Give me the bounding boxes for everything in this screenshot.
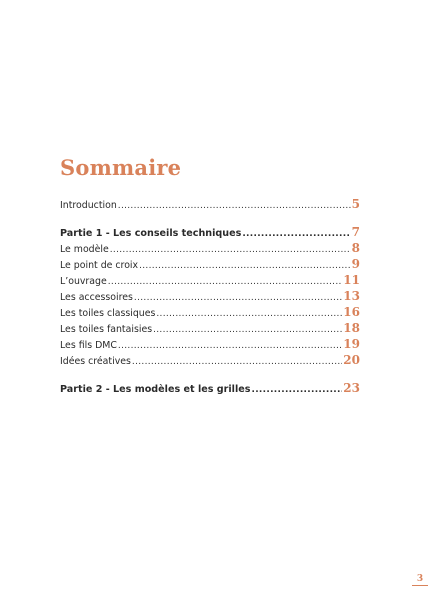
toc-entry-idees-creatives[interactable] bbox=[60, 352, 360, 368]
toc-entry-le-point-de-croix[interactable] bbox=[60, 256, 360, 272]
toc-leader-dots bbox=[132, 354, 342, 370]
page-number bbox=[412, 574, 428, 586]
toc-entry-label: Introduction bbox=[60, 200, 117, 211]
toc-leader-dots bbox=[118, 198, 351, 214]
toc-entry-label: Les fils DMC bbox=[60, 340, 117, 351]
toc-leader-dots bbox=[153, 322, 342, 338]
toc-entry-label: Les toiles fantaisies bbox=[60, 324, 153, 335]
toc-section-partie-2[interactable] bbox=[60, 380, 360, 396]
toc-entry-page: 19 bbox=[343, 337, 360, 351]
toc-section-partie-1[interactable] bbox=[60, 224, 360, 240]
page-number-underline bbox=[412, 585, 428, 586]
toc-section-page: 7 bbox=[351, 225, 360, 239]
page-number-text: 3 bbox=[416, 574, 424, 584]
toc-leader-dots bbox=[118, 338, 342, 354]
toc-entry-label: L’ouvrage bbox=[60, 276, 107, 287]
toc-entry-le-modele[interactable] bbox=[60, 240, 360, 256]
toc-section-label: Partie 1 - Les conseils techniques bbox=[60, 228, 242, 239]
toc-leader-dots bbox=[251, 382, 342, 398]
toc-entry-les-toiles-classiques[interactable] bbox=[60, 304, 360, 320]
toc-entry-l-ouvrage[interactable] bbox=[60, 272, 360, 288]
toc-leader-dots bbox=[134, 290, 342, 306]
toc-entry-page: 18 bbox=[343, 321, 360, 335]
toc-entry-label: Le modèle bbox=[60, 244, 109, 255]
toc-entry-label: Idées créatives bbox=[60, 356, 131, 367]
toc-entry-label: Les accessoires bbox=[60, 292, 133, 303]
toc-entry-label: Le point de croix bbox=[60, 260, 139, 271]
toc-entry-les-fils-dmc[interactable] bbox=[60, 336, 360, 352]
toc-entry-introduction[interactable] bbox=[60, 196, 360, 212]
toc-entry-page: 20 bbox=[343, 353, 360, 367]
toc-leader-dots bbox=[242, 226, 350, 242]
page-title: Sommaire bbox=[60, 155, 182, 180]
toc-entry-page: 16 bbox=[343, 305, 360, 319]
toc-section-label: Partie 2 - Les modèles et les grilles bbox=[60, 384, 251, 395]
table-of-contents bbox=[60, 196, 360, 396]
toc-entry-page: 9 bbox=[351, 257, 360, 271]
toc-entry-page: 13 bbox=[343, 289, 360, 303]
toc-leader-dots bbox=[110, 242, 351, 258]
toc-leader-dots bbox=[156, 306, 342, 322]
toc-entry-page: 8 bbox=[351, 241, 360, 255]
toc-entry-page: 5 bbox=[351, 197, 360, 211]
toc-leader-dots bbox=[139, 258, 351, 274]
toc-entry-label: Les toiles classiques bbox=[60, 308, 156, 319]
toc-leader-dots bbox=[108, 274, 343, 290]
toc-entry-les-toiles-fantaisies[interactable] bbox=[60, 320, 360, 336]
toc-entry-les-accessoires[interactable] bbox=[60, 288, 360, 304]
toc-section-page: 23 bbox=[343, 381, 360, 395]
toc-entry-page: 11 bbox=[343, 273, 360, 287]
